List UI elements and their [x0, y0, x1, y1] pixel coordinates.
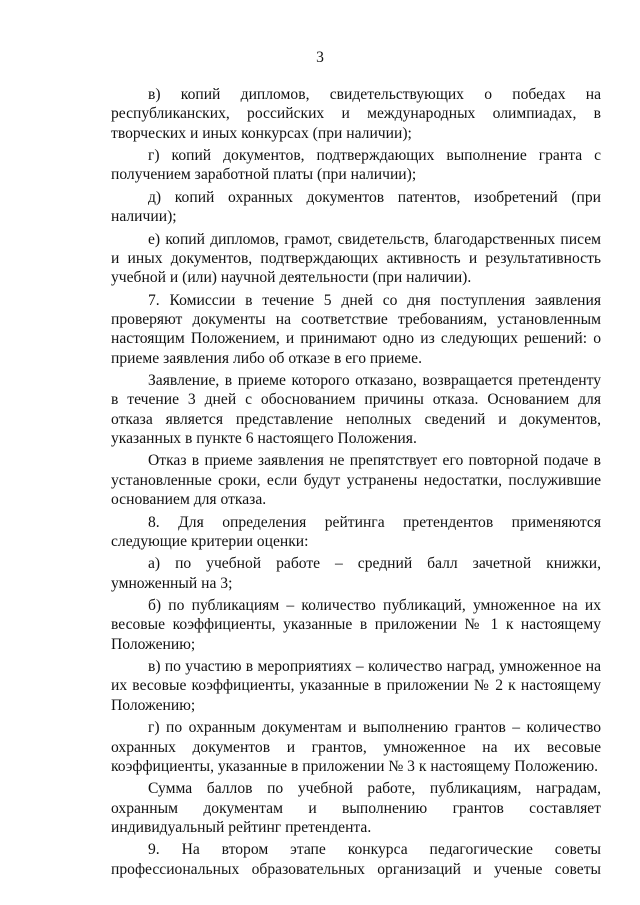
- paragraph-6g: г) копий документов, подтверждающих выполнение гранта с получением заработной платы (при наличии);: [111, 147, 601, 184]
- paragraph-7-refusal: Заявление, в приеме которого отказано, возвращается претенденту в течение 3 дней с обоснованием причины отказа. Основанием для отказа является представление неполных сведений и документов, указанных в пункте 6 настоящего Положения.: [111, 372, 601, 447]
- paragraph-8a: а) по учебной работе – средний балл зачетной книжки, умноженный на 3;: [111, 555, 601, 592]
- paragraph-8v: в) по участию в мероприятиях – количество наград, умноженное на их весовые коэффициенты, указанные в приложении № 2 к настоящему Положению;: [111, 658, 601, 714]
- page-number: 3: [316, 49, 324, 66]
- document-body: [111, 85, 601, 882]
- paragraph-6v: в) копий дипломов, свидетельствующих о победах на республиканских, российских и международных олимпиадах, в творческих и иных конкурсах (при наличии);: [111, 86, 601, 142]
- paragraph-7: 7. Комиссии в течение 5 дней со дня поступления заявления проверяют документы на соответствие требованиям, установленным настоящим Положением, и принимают одно из следующих решений: о приеме заявления либо об отказе в его приеме.: [111, 291, 601, 367]
- paragraph-8b: б) по публикациям – количество публикаций, умноженное на их весовые коэффициенты, указанные в приложении № 1 к настоящему Положению;: [111, 597, 601, 653]
- paragraph-6d: д) копий охранных документов патентов, изобретений (при наличии);: [111, 188, 601, 226]
- paragraph-8: 8. Для определения рейтинга претендентов применяются следующие критерии оценки:: [111, 513, 601, 550]
- paragraph-7-resubmission: Отказ в приеме заявления не препятствует его повторной подаче в установленные сроки, если будут устранены недостатки, послужившие основанием для отказа.: [111, 452, 601, 509]
- paragraph-8-sum: Сумма баллов по учебной работе, публикациям, наградам, охранным документам и выполнению грантов составляет индивидуальный рейтинг претендента.: [111, 780, 601, 836]
- paragraph-9: 9. На втором этапе конкурса педагогические советы профессиональных образовательных организаций и ученые советы: [111, 841, 601, 878]
- paragraph-6e: е) копий дипломов, грамот, свидетельств, благодарственных писем и иных документов, подтверждающих активность и результативность учебной и (или) научной деятельности (при наличии).: [111, 230, 601, 287]
- paragraph-8g: г) по охранным документам и выполнению грантов – количество охранных документов и грантов, умноженное на их весовые коэффициенты, указанные в приложении № 3 к настоящему Положению.: [111, 719, 601, 775]
